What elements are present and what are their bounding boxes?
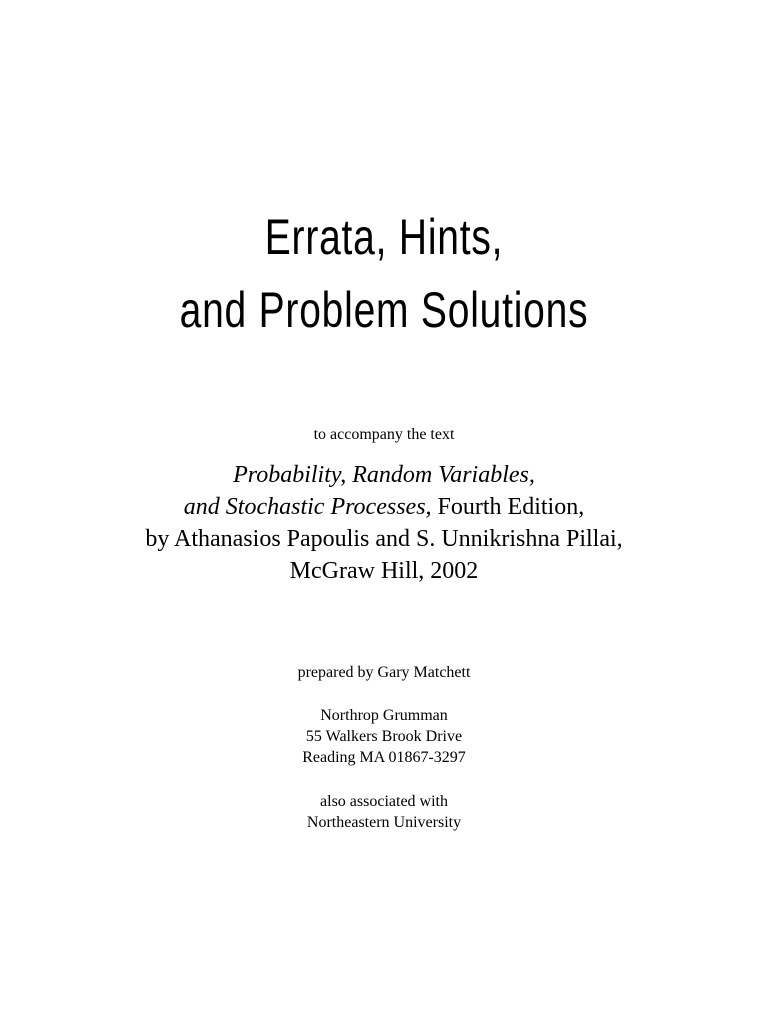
association-line-2: Northeastern University: [306, 814, 462, 831]
title-line-2: and Problem Solutions: [179, 282, 589, 338]
address-street: 55 Walkers Brook Drive: [305, 728, 463, 745]
association-line-1: also associated with: [320, 793, 448, 810]
address-org: Northrop Grumman: [320, 707, 448, 724]
book-publisher: McGraw Hill, 2002: [289, 558, 479, 584]
book-edition: Fourth Edition,: [431, 494, 585, 520]
address-city: Reading MA 01867-3297: [302, 749, 466, 766]
book-title-italic: and Stochastic Processes,: [183, 494, 432, 520]
title-line-1: Errata, Hints,: [264, 209, 504, 265]
book-title-line-2: [0, 492, 768, 523]
preparer-text: prepared by Gary Matchett: [297, 664, 471, 681]
book-authors: by Athanasios Papoulis and S. Unnikrishna Pillai,: [145, 526, 623, 552]
intro-text: to accompany the text: [313, 426, 455, 443]
book-title-line-1: Probability, Random Variables,: [233, 462, 535, 488]
